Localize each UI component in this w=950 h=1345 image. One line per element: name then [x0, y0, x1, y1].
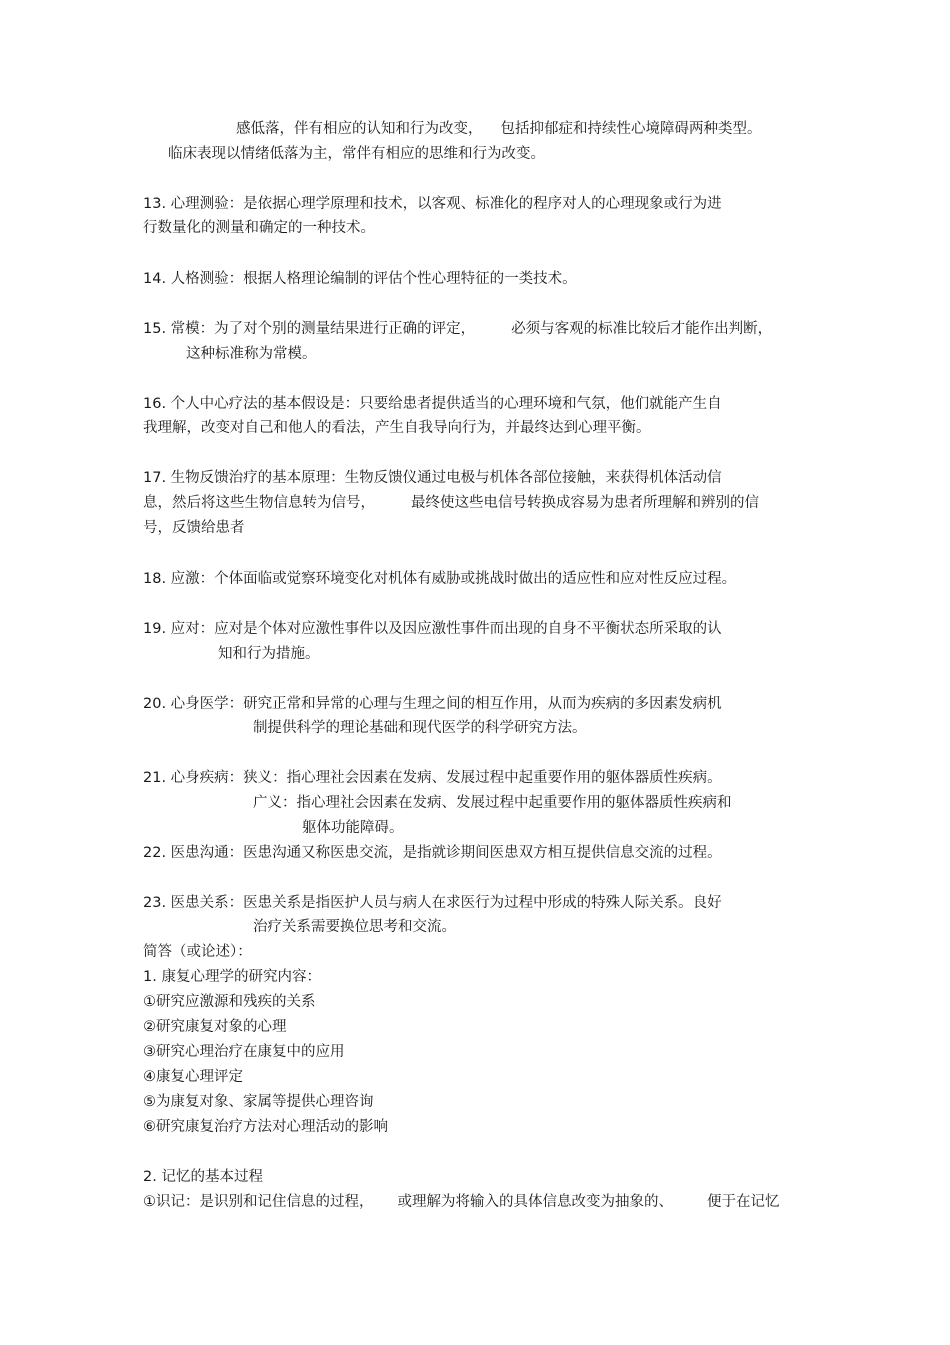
list-item [143, 1093, 374, 1111]
text-segment: 感低落，伴有相应的认知和行为改变， [236, 121, 483, 137]
section-heading [143, 943, 252, 961]
text-line-4 [143, 219, 375, 237]
text-line-5 [143, 270, 577, 288]
text-line-15 [218, 645, 320, 663]
text-segment: 20. 心身医学：研究正常和异常的心理与生理之间的相互作用，从而为疾病的多因素发病机 [143, 696, 722, 712]
text-segment: 2. 记忆的基本过程 [143, 1169, 263, 1185]
text-segment: 制提供科学的理论基础和现代医学的科学研究方法。 [253, 720, 587, 736]
text-line-13 [143, 570, 736, 588]
text-line-33 [143, 1193, 780, 1211]
text-line-16 [143, 695, 722, 713]
list-item [143, 1118, 388, 1136]
text-line-20 [302, 819, 404, 837]
text-segment: ①研究应激源和残疾的关系 [143, 994, 316, 1010]
text-segment: ④康复心理评定 [143, 1069, 243, 1085]
text-line-9 [143, 419, 651, 437]
text-segment: 14. 人格测验：根据人格理论编制的评估个性心理特征的一类技术。 [143, 271, 577, 287]
text-segment: ②研究康复对象的心理 [143, 1019, 287, 1035]
text-line-11 [143, 494, 759, 512]
text-segment: 我理解，改变对自己和他人的看法，产生自我导向行为，并最终达到心理平衡。 [143, 420, 651, 436]
text-line-14 [143, 620, 722, 638]
text-line-32 [143, 1168, 263, 1186]
text-segment: 息，然后将这些生物信息转为信号， [143, 495, 375, 511]
text-segment: 21. 心身疾病：狭义：指心理社会因素在发病、发展过程中起重要作用的躯体器质性疾病。 [143, 770, 722, 786]
text-line-19 [253, 794, 732, 812]
text-line-25 [143, 968, 321, 986]
text-line-23 [253, 918, 456, 936]
text-line-1 [236, 120, 762, 138]
text-segment: ①识记：是识别和记住信息的过程， [143, 1194, 374, 1210]
text-segment: 临床表现以情绪低落为主，常伴有相应的思维和行为改变。 [168, 146, 545, 162]
text-segment: 便于在记忆 [707, 1194, 780, 1210]
list-item [143, 1018, 287, 1036]
text-segment: 简答（或论述）： [143, 944, 252, 960]
text-line-22 [143, 894, 722, 912]
list-item [143, 993, 316, 1011]
text-segment: 19. 应对：应对是个体对应激性事件以及因应激性事件而出现的自身不平衡状态所采取的认 [143, 621, 722, 637]
text-line-12 [143, 519, 245, 537]
text-line-21 [143, 844, 722, 862]
text-segment: 13. 心理测验：是依据心理学原理和技术，以客观、标准化的程序对人的心理现象或行为进 [143, 196, 722, 212]
text-segment: 16. 个人中心疗法的基本假设是：只要给患者提供适当的心理环境和气氛，他们就能产生自 [143, 396, 722, 412]
text-segment: 22. 医患沟通：医患沟通又称医患交流，是指就诊期间医患双方相互提供信息交流的过程。 [143, 845, 722, 861]
list-item [143, 1068, 243, 1086]
list-item [143, 1043, 345, 1061]
text-segment: 最终使这些电信号转换成容易为患者所理解和辨别的信 [411, 495, 759, 511]
text-segment: 必须与客观的标准比较后才能作出判断， [511, 321, 773, 337]
text-segment: 15. 常模：为了对个别的测量结果进行正确的评定， [143, 321, 476, 337]
text-segment: 23. 医患关系：医患关系是指医护人员与病人在求医行为过程中形成的特殊人际关系。良好 [143, 895, 722, 911]
text-segment: 行数量化的测量和确定的一种技术。 [143, 220, 375, 236]
text-segment: 广义：指心理社会因素在发病、发展过程中起重要作用的躯体器质性疾病和 [253, 795, 732, 811]
text-line-10 [143, 469, 722, 487]
text-line-17 [253, 719, 587, 737]
text-segment: ③研究心理治疗在康复中的应用 [143, 1044, 345, 1060]
text-segment: 18. 应激：个体面临或觉察环境变化对机体有威胁或挑战时做出的适应性和应对性反应过程。 [143, 571, 737, 587]
text-segment: 治疗关系需要换位思考和交流。 [253, 919, 456, 935]
text-line-6 [143, 320, 772, 338]
text-segment: 号，反馈给患者 [143, 520, 245, 536]
text-segment: ⑤为康复对象、家属等提供心理咨询 [143, 1094, 374, 1110]
text-segment: 这种标准称为常模。 [186, 346, 317, 362]
text-segment: 躯体功能障碍。 [302, 820, 404, 836]
text-segment: 知和行为措施。 [218, 646, 320, 662]
text-line-2 [168, 145, 545, 163]
text-line-7 [186, 345, 317, 363]
text-segment: 1. 康复心理学的研究内容： [143, 969, 321, 985]
text-segment: 17. 生物反馈治疗的基本原理：生物反馈仪通过电极与机体各部位接触，来获得机体活动信 [143, 470, 722, 486]
text-segment: ⑥研究康复治疗方法对心理活动的影响 [143, 1119, 388, 1135]
text-segment: 包括抑郁症和持续性心境障碍两种类型。 [500, 121, 762, 137]
text-line-8 [143, 395, 722, 413]
text-line-18 [143, 769, 722, 787]
text-segment: 或理解为将输入的具体信息改变为抽象的、 [397, 1194, 673, 1210]
text-line-3 [143, 195, 722, 213]
